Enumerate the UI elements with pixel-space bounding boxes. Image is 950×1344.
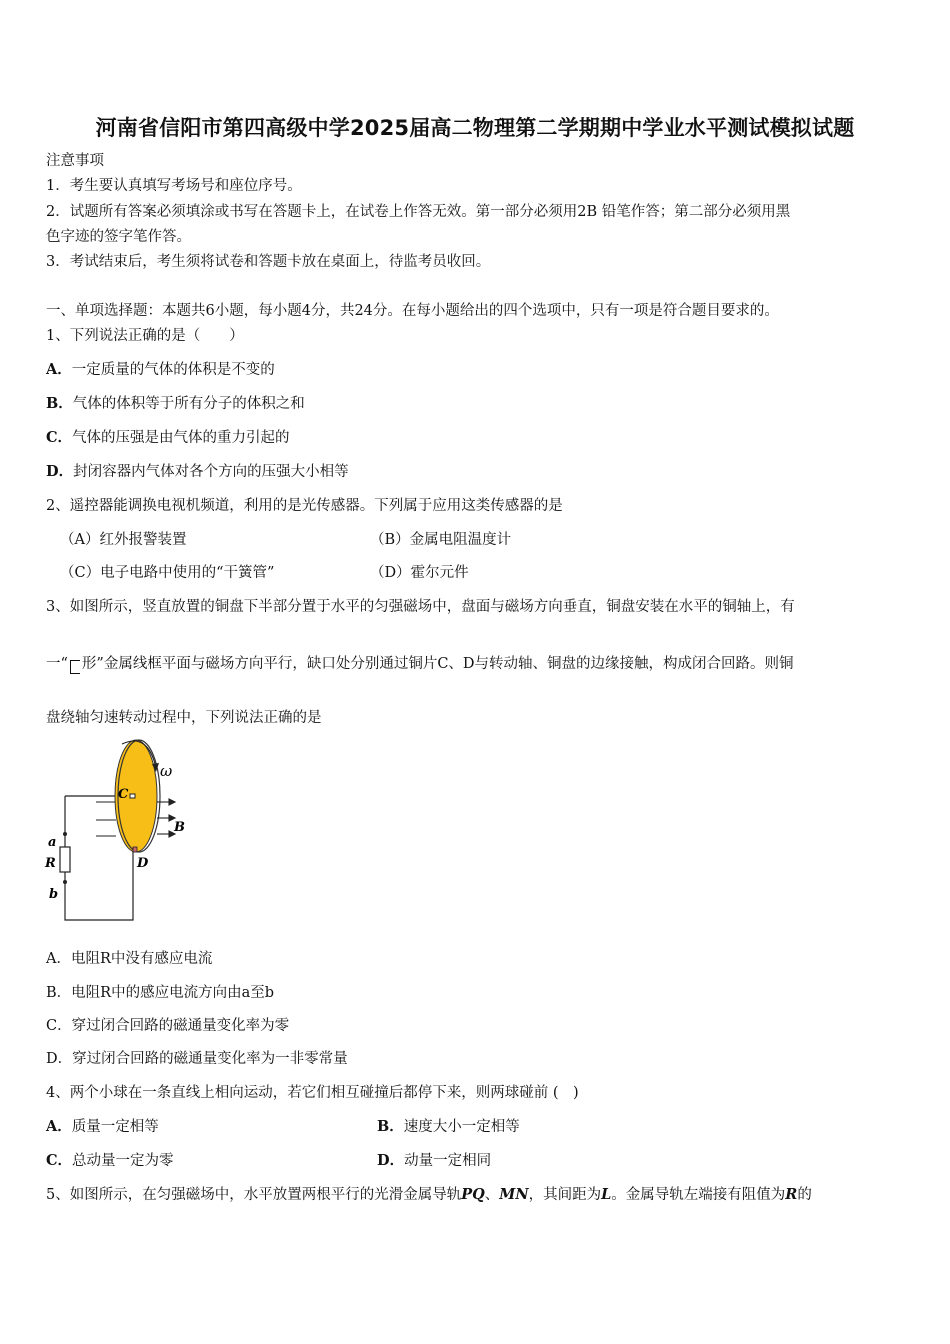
q1-option-d	[46, 462, 349, 482]
q4-option-c	[46, 1151, 174, 1171]
q5-var-l: L	[601, 1186, 612, 1203]
q4-option-b-label: B．	[377, 1118, 404, 1135]
q4-option-c-label: C．	[46, 1152, 73, 1169]
q3-option-d: D．穿过闭合回路的磁通量变化率为一非零常量	[46, 1051, 348, 1067]
q1-option-b-label: B．	[46, 395, 73, 412]
q5-text-1: 5、如图所示，在匀强磁场中，水平放置两根平行的光滑金属导轨	[46, 1187, 462, 1203]
resistor	[60, 847, 70, 872]
q2-option-a: （A）红外报警装置	[60, 532, 187, 548]
q3-stem-line2-pre: 一“	[46, 656, 68, 672]
notice-item-1: 1．考生要认真填写考场号和座位序号。	[46, 178, 302, 194]
notice-item-2: 2．试题所有答案必须填涂或书写在答题卡上，在试卷上作答无效。第一部分必须用2B 铅笔作答；第二部分必须用黑	[46, 204, 791, 220]
q4-option-b	[377, 1117, 520, 1137]
frame-shape-icon	[70, 660, 80, 674]
q1-option-c	[46, 428, 290, 448]
q3-option-c: C．穿过闭合回路的磁通量变化率为零	[46, 1018, 290, 1034]
q4-option-d	[377, 1151, 491, 1171]
q5-text-4: 。金属导轨左端接有阻值为	[611, 1187, 786, 1203]
q5-text-5: 的	[797, 1187, 812, 1203]
q4-option-d-label: D．	[377, 1152, 405, 1169]
q4-option-a-label: A．	[46, 1118, 72, 1135]
label-b: b	[49, 887, 59, 902]
terminal-b	[63, 880, 67, 884]
q1-option-a-label: A．	[46, 361, 72, 378]
q2-option-b: （B）金属电阻温度计	[370, 532, 512, 548]
q5-stem	[46, 1185, 812, 1205]
q1-option-c-label: C．	[46, 429, 73, 446]
q1-stem: 1、下列说法正确的是（ ）	[46, 328, 244, 344]
label-b-field: B	[174, 820, 185, 835]
q1-option-b	[46, 394, 305, 414]
q1-option-d-label: D．	[46, 463, 74, 480]
contact-d	[133, 847, 137, 852]
q2-option-c: （C）电子电路中使用的“干簧管”	[60, 565, 275, 581]
q4-option-a	[46, 1117, 159, 1137]
field-arrowhead-icon	[169, 799, 175, 805]
q3-stem-line2	[46, 654, 794, 674]
label-c: C	[118, 787, 129, 802]
label-a: a	[48, 835, 57, 850]
q1-option-a	[46, 360, 275, 380]
q4-option-d-text: 动量一定相同	[404, 1153, 492, 1169]
q4-stem: 4、两个小球在一条直线上相向运动，若它们相互碰撞后都停下来，则两球碰前 ( )	[46, 1085, 579, 1101]
q2-option-d: （D）霍尔元件	[370, 565, 469, 581]
q5-text-3: ，其间距为	[528, 1187, 602, 1203]
q2-stem: 2、遥控器能调换电视机频道，利用的是光传感器。下列属于应用这类传感器的是	[46, 498, 563, 514]
label-d: D	[137, 856, 149, 871]
q1-option-a-text: 一定质量的气体的体积是不变的	[71, 362, 275, 378]
q3-option-a: A．电阻R中没有感应电流	[46, 951, 213, 967]
notice-heading: 注意事项	[46, 153, 104, 169]
section-heading: 一、单项选择题：本题共6小题，每小题4分，共24分。在每小题给出的四个选项中，只有一项是符合题目要求的。	[46, 303, 779, 319]
notice-item-2-cont: 色字迹的签字笔作答。	[46, 229, 191, 245]
label-omega: ω	[160, 762, 173, 780]
q1-option-c-text: 气体的压强是由气体的重力引起的	[72, 430, 290, 446]
q3-option-b: B．电阻R中的感应电流方向由a至b	[46, 985, 274, 1001]
notice-item-3: 3．考试结束后，考生须将试卷和答题卡放在桌面上，待监考员收回。	[46, 254, 491, 270]
q1-option-d-text: 封闭容器内气体对各个方向的压强大小相等	[73, 464, 349, 480]
q3-stem-line3: 盘绕轴匀速转动过程中，下列说法正确的是	[46, 710, 322, 726]
label-r: R	[45, 856, 56, 871]
q3-stem-line1: 3、如图所示，竖直放置的铜盘下半部分置于水平的匀强磁场中，盘面与磁场方向垂直，铜盘安装在水平的铜轴上，有	[46, 599, 795, 615]
contact-c	[130, 794, 135, 798]
q3-stem-line2-post: 形”金属线框平面与磁场方向平行，缺口处分别通过铜片C、D与转动轴、铜盘的边缘接触，构成闭合回路。则铜	[81, 656, 794, 672]
q4-option-a-text: 质量一定相等	[71, 1119, 159, 1135]
q4-option-c-text: 总动量一定为零	[72, 1153, 174, 1169]
terminal-a	[63, 832, 67, 836]
q4-option-b-text: 速度大小一定相等	[403, 1119, 520, 1135]
q5-text-2: 、	[484, 1187, 500, 1203]
q5-var-pq: PQ	[461, 1186, 485, 1203]
page-title: 河南省信阳市第四高级中学2025届高二物理第二学期期中学业水平测试模拟试题	[95, 116, 855, 140]
q5-var-mn: MN	[499, 1186, 529, 1203]
q1-option-b-text: 气体的体积等于所有分子的体积之和	[72, 396, 305, 412]
q5-var-r: R	[785, 1186, 798, 1203]
copper-disk-figure	[40, 730, 200, 926]
